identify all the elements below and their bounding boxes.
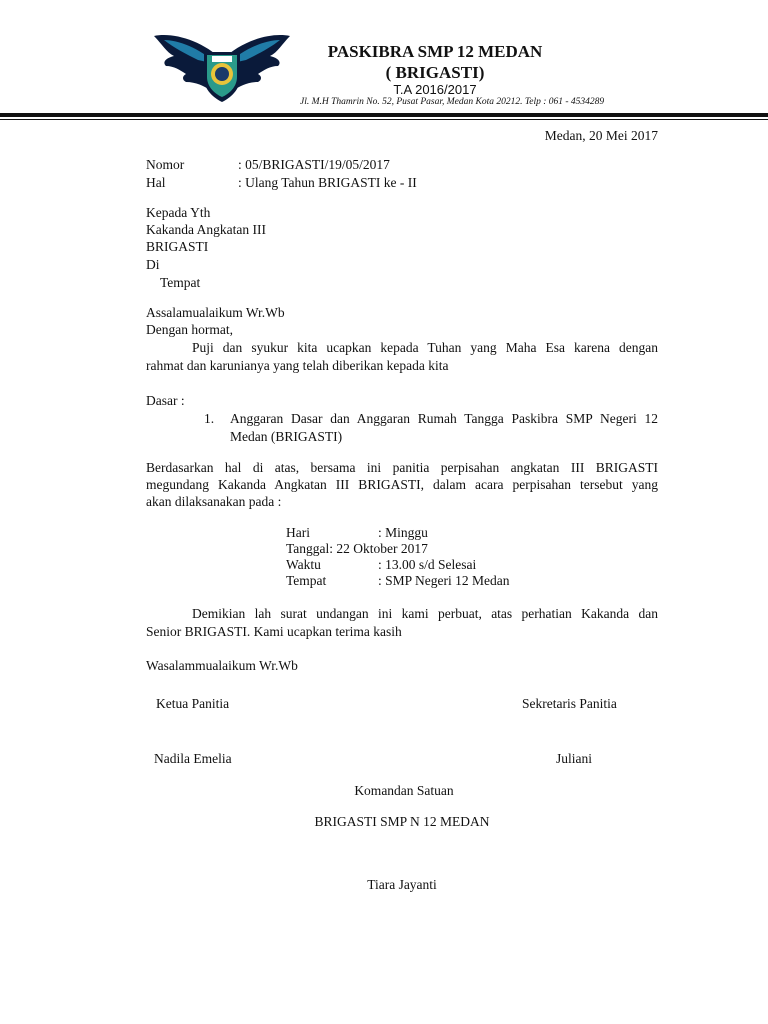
dasar-item-number: 1. bbox=[204, 411, 215, 426]
meta-value-hal: : Ulang Tahun BRIGASTI ke - II bbox=[238, 175, 417, 190]
paragraph-closing-continued: Senior BRIGASTI. Kami ucapkan terima kasih bbox=[146, 624, 402, 639]
meta-label-nomor: Nomor bbox=[146, 157, 185, 172]
event-label-tempat: Tempat bbox=[286, 573, 327, 588]
recipient-line: Kakanda Angkatan III bbox=[146, 222, 266, 237]
org-address: Jl. M.H Thamrin No. 52, Pusat Pasar, Medan Kota 20212. Telp : 061 - 4534289 bbox=[300, 97, 605, 107]
signature-title-right: Sekretaris Panitia bbox=[522, 696, 617, 711]
event-label-tanggal: Tanggal: 22 Oktober 2017 bbox=[286, 541, 428, 556]
recipient-line: Kepada Yth bbox=[146, 205, 211, 220]
meta-label-hal: Hal bbox=[146, 175, 166, 190]
paragraph-closing: Demikian lah surat undangan ini kami perbuat, atas perhatian Kakanda dan bbox=[192, 606, 658, 621]
org-short-name: ( BRIGASTI) bbox=[385, 63, 485, 82]
header-rule-thick bbox=[0, 113, 768, 117]
recipient-line: Di bbox=[146, 257, 160, 272]
dasar-item-text-continued: Medan (BRIGASTI) bbox=[230, 429, 343, 444]
event-label-hari: Hari bbox=[286, 525, 310, 540]
signature-name-left: Nadila Emelia bbox=[154, 751, 232, 766]
paragraph-opening: Puji dan syukur kita ucapkan kepada Tuhan yang Maha Esa karena dengan bbox=[192, 340, 658, 355]
paragraph-body-line: Berdasarkan hal di atas, bersama ini panitia perpisahan angkatan III BRIGASTI bbox=[146, 460, 658, 475]
header-rule-thin bbox=[0, 119, 768, 120]
closing-greeting: Wasalammualaikum Wr.Wb bbox=[146, 658, 298, 673]
org-name: PASKIBRA SMP 12 MEDAN bbox=[327, 42, 543, 61]
event-label-waktu: Waktu bbox=[286, 557, 321, 572]
signature-name-commander: Tiara Jayanti bbox=[367, 877, 437, 892]
signature-name-right: Juliani bbox=[556, 751, 592, 766]
signature-title-commander: Komandan Satuan bbox=[354, 783, 454, 798]
salutation: Dengan hormat, bbox=[146, 322, 233, 337]
paragraph-body-line: akan dilaksanakan pada : bbox=[146, 494, 282, 509]
event-value-hari: : Minggu bbox=[378, 525, 428, 540]
signature-title-left: Ketua Panitia bbox=[156, 696, 230, 711]
paragraph-opening-continued: rahmat dan karunianya yang telah diberikan kepada kita bbox=[146, 358, 449, 373]
meta-value-nomor: : 05/BRIGASTI/19/05/2017 bbox=[238, 157, 390, 172]
dasar-item-text: Anggaran Dasar dan Anggaran Rumah Tangga Paskibra SMP Negeri 12 bbox=[230, 411, 658, 426]
event-value-tempat: : SMP Negeri 12 Medan bbox=[378, 573, 510, 588]
recipient-line: Tempat bbox=[160, 275, 201, 290]
recipient-line: BRIGASTI bbox=[146, 239, 209, 254]
paragraph-body-line: megundang Kakanda Angkatan III BRIGASTI, dalam acara perpisahan tersebut yang bbox=[146, 477, 658, 492]
school-period: T.A 2016/2017 bbox=[393, 82, 477, 97]
signature-unit: BRIGASTI SMP N 12 MEDAN bbox=[314, 814, 490, 829]
event-value-waktu: : 13.00 s/d Selesai bbox=[378, 557, 477, 572]
dasar-label: Dasar : bbox=[146, 393, 185, 408]
greeting: Assalamualaikum Wr.Wb bbox=[146, 305, 285, 320]
place-date: Medan, 20 Mei 2017 bbox=[544, 128, 658, 143]
